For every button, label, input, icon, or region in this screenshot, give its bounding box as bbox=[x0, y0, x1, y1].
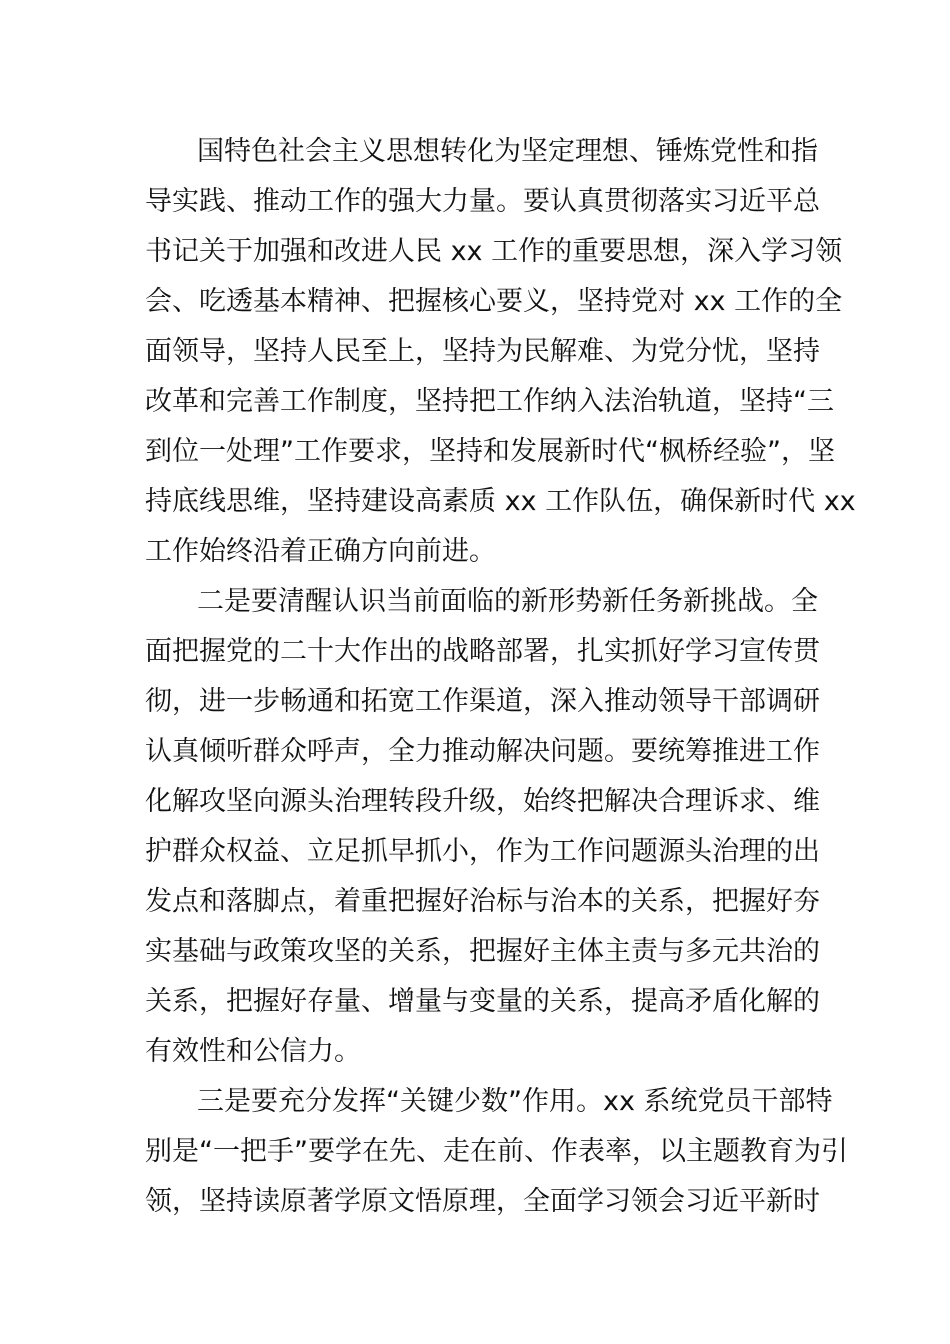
paragraph-line: 有效性和公信力。 bbox=[145, 1036, 361, 1067]
paragraph-line: 发点和落脚点，着重把握好治标与治本的关系，把握好夯 bbox=[145, 886, 820, 917]
paragraph-line: 到位一处理”工作要求，坚持和发展新时代“枫桥经验”，坚 bbox=[145, 436, 835, 467]
paragraph-line: 工作始终沿着正确方向前进。 bbox=[145, 536, 496, 567]
paragraph-line: 护群众权益、立足抓早抓小，作为工作问题源头治理的出 bbox=[145, 836, 820, 867]
paragraph-line: 改革和完善工作制度，坚持把工作纳入法治轨道，坚持“三 bbox=[145, 386, 834, 417]
paragraph-line: 面把握党的二十大作出的战略部署，扎实抓好学习宣传贯 bbox=[145, 636, 820, 667]
paragraph-line: 关系，把握好存量、增量与变量的关系，提高矛盾化解的 bbox=[145, 986, 820, 1017]
paragraph-line: 实基础与政策攻坚的关系，把握好主体主责与多元共治的 bbox=[145, 936, 820, 967]
paragraph-line: 会、吃透基本精神、把握核心要义，坚持党对 xx 工作的全 bbox=[145, 286, 843, 317]
paragraph-line: 彻，进一步畅通和拓宽工作渠道，深入推动领导干部调研 bbox=[145, 686, 820, 717]
paragraph-line: 领，坚持读原著学原文悟原理，全面学习领会习近平新时 bbox=[145, 1186, 820, 1217]
paragraph-line: 化解攻坚向源头治理转段升级，始终把解决合理诉求、维 bbox=[145, 786, 820, 817]
paragraph-line: 持底线思维，坚持建设高素质 xx 工作队伍，确保新时代 xx bbox=[145, 486, 856, 517]
paragraph-line: 书记关于加强和改进人民 xx 工作的重要思想，深入学习领 bbox=[145, 236, 843, 267]
paragraph-line: 认真倾听群众呼声，全力推动解决问题。要统筹推进工作 bbox=[145, 736, 820, 767]
paragraph-line: 别是“一把手”要学在先、走在前、作表率，以主题教育为引 bbox=[145, 1136, 848, 1167]
paragraph-line: 二是要清醒认识当前面临的新形势新任务新挑战。全 bbox=[197, 586, 818, 617]
paragraph-line: 国特色社会主义思想转化为坚定理想、锤炼党性和指 bbox=[197, 136, 818, 167]
paragraph-line: 三是要充分发挥“关键少数”作用。xx 系统党员干部特 bbox=[197, 1086, 833, 1117]
paragraph-line: 面领导，坚持人民至上，坚持为民解难、为党分忧，坚持 bbox=[145, 336, 820, 367]
paragraph-line: 导实践、推动工作的强大力量。要认真贯彻落实习近平总 bbox=[145, 186, 820, 217]
